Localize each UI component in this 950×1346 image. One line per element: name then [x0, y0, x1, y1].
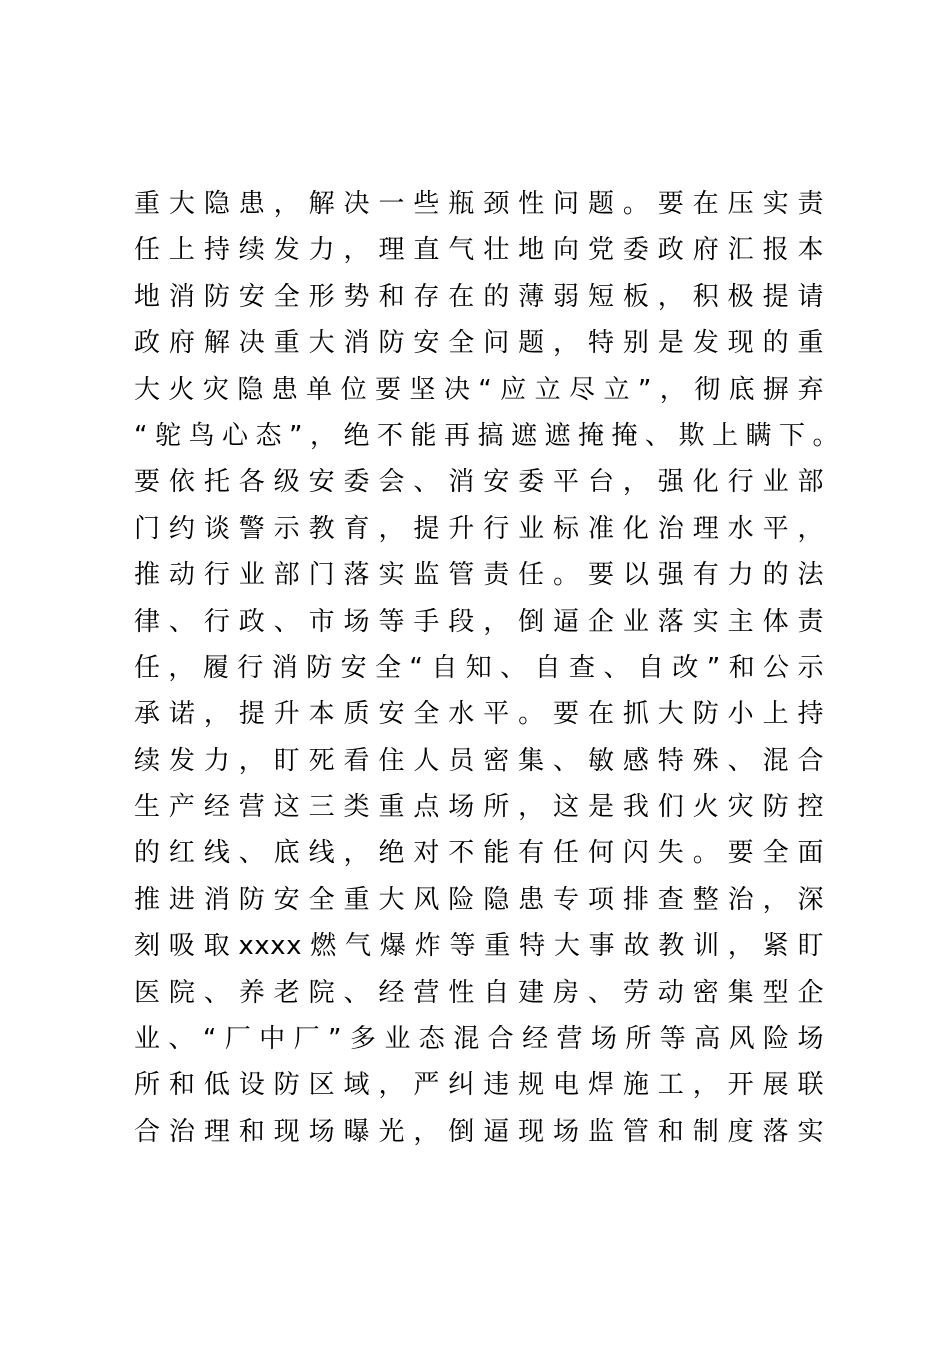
text-line-7: 要依托各级安委会、消安委平台，强化行业部: [134, 467, 824, 498]
text-line-15: 的红线、底线，绝对不能有任何闪失。要全面: [134, 838, 824, 869]
text-line-10: 律、行政、市场等手段，倒逼企业落实主体责: [134, 606, 824, 637]
text-line-1: 重大隐患，解决一些瓶颈性问题。要在压实责: [134, 189, 824, 219]
text-line-17: 刻吸取xxxx燃气爆炸等重特大事故教训，紧盯: [134, 931, 824, 962]
text-line-5: 大火灾隐患单位要坚决“应立尽立”，彻底摒弃: [134, 374, 824, 405]
text-line-18: 医院、养老院、经营性自建房、劳动密集型企: [134, 977, 824, 1008]
text-line-8: 门约谈警示教育，提升行业标准化治理水平，: [134, 513, 824, 544]
text-line-6: “鸵鸟心态”，绝不能再搞遮遮掩掩、欺上瞒下。: [134, 420, 839, 451]
text-line-13: 续发力，盯死看住人员密集、敏感特殊、混合: [134, 745, 824, 776]
text-line-21: 合治理和现场曝光，倒逼现场监管和制度落实: [134, 1116, 824, 1147]
text-line-3: 地消防安全形势和存在的薄弱短板，积极提请: [134, 281, 824, 312]
text-line-2: 任上持续发力，理直气壮地向党委政府汇报本: [134, 235, 824, 266]
text-line-19: 业、“厂中厂”多业态混合经营场所等高风险场: [134, 1024, 824, 1055]
text-line-4: 政府解决重大消防安全问题，特别是发现的重: [134, 328, 824, 359]
text-line-14: 生产经营这三类重点场所，这是我们火灾防控: [134, 792, 824, 823]
text-line-9: 推动行业部门落实监管责任。要以强有力的法: [134, 560, 824, 591]
text-line-11: 任，履行消防安全“自知、自查、自改”和公示: [134, 652, 824, 683]
text-line-16: 推进消防安全重大风险隐患专项排查整治，深: [134, 884, 824, 915]
text-line-20: 所和低设防区域，严纠违规电焊施工，开展联: [134, 1070, 824, 1101]
body-text: [134, 181, 839, 1155]
text-line-12: 承诺，提升本质安全水平。要在抓大防小上持: [134, 699, 824, 730]
